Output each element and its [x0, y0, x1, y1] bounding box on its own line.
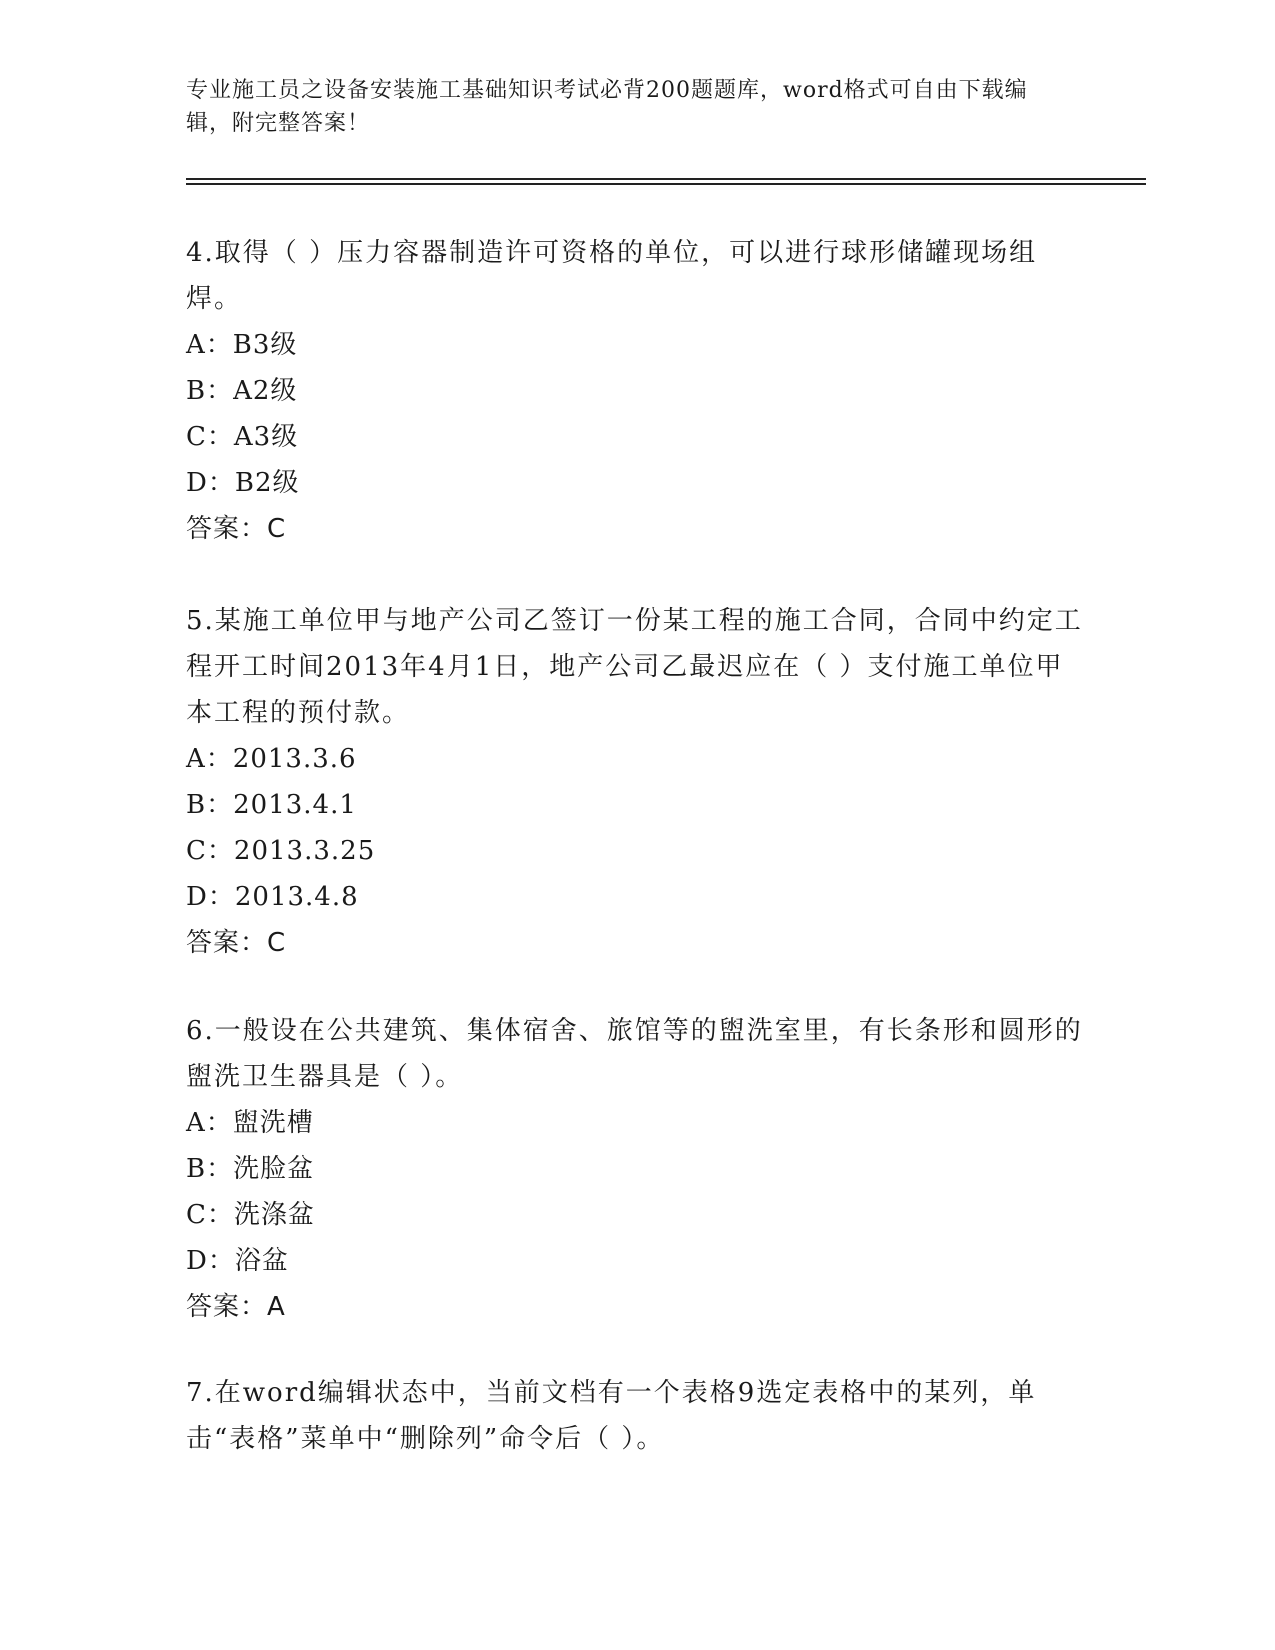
option-c: [186, 414, 1086, 460]
option-label: B：: [186, 1154, 234, 1184]
option-label: B：: [186, 376, 234, 406]
question-stem: 5.某施工单位甲与地产公司乙签订一份某工程的施工合同，合同中约定工程开工时间2013年4月1日，地产公司乙最迟应在（ ）支付施工单位甲本工程的预付款。: [186, 606, 1083, 728]
option-text: B3级: [232, 330, 298, 360]
option-c: [186, 1192, 1086, 1238]
option-text: 洗涤盆: [233, 1200, 315, 1230]
option-label: D：: [186, 882, 235, 912]
question-stem: 7.在word编辑状态中，当前文档有一个表格9选定表格中的某列，单击“表格”菜单中“删除列”命令后（ ）。: [186, 1378, 1037, 1454]
question-6: [186, 1008, 1086, 1330]
option-text: 2013.3.25: [233, 836, 376, 866]
option-text: 2013.4.1: [233, 790, 357, 820]
option-label: C：: [186, 422, 234, 452]
option-b: [186, 1146, 1086, 1192]
header-divider-bottom: [186, 183, 1146, 185]
option-b: [186, 368, 1086, 414]
option-text: 洗脸盆: [233, 1154, 315, 1184]
option-label: D：: [186, 1246, 235, 1276]
option-label: A：: [186, 744, 233, 774]
option-label: A：: [186, 1108, 233, 1138]
document-header: 专业施工员之设备安装施工基础知识考试必背200题题库，word格式可自由下载编辑，附完整答案！: [186, 78, 1028, 136]
option-a: [186, 322, 1086, 368]
answer: 答案：C: [186, 514, 287, 544]
option-text: 盥洗槽: [232, 1108, 314, 1138]
option-text: B2级: [234, 468, 300, 498]
question-5: [186, 598, 1086, 966]
option-text: 2013.3.6: [232, 744, 357, 774]
option-a: [186, 1100, 1086, 1146]
question-4: [186, 230, 1086, 552]
option-label: C：: [186, 1200, 234, 1230]
option-label: B：: [186, 790, 234, 820]
option-b: [186, 782, 1086, 828]
option-d: [186, 460, 1086, 506]
option-label: D：: [186, 468, 235, 498]
question-7: [186, 1370, 1086, 1462]
option-c: [186, 828, 1086, 874]
option-label: C：: [186, 836, 234, 866]
option-text: 浴盆: [234, 1246, 289, 1276]
option-d: [186, 1238, 1086, 1284]
header-divider-top: [186, 178, 1146, 180]
answer: 答案：C: [186, 928, 287, 958]
option-text: A2级: [233, 376, 298, 406]
option-d: [186, 874, 1086, 920]
question-stem: 4.取得（ ）压力容器制造许可资格的单位，可以进行球形储罐现场组焊。: [186, 238, 1038, 314]
option-text: A3级: [233, 422, 299, 452]
question-stem: 6.一般设在公共建筑、集体宿舍、旅馆等的盥洗室里，有长条形和圆形的盥洗卫生器具是（ ）。: [186, 1016, 1083, 1092]
answer: 答案：A: [186, 1292, 286, 1322]
option-a: [186, 736, 1086, 782]
option-text: 2013.4.8: [234, 882, 359, 912]
option-label: A：: [186, 330, 233, 360]
